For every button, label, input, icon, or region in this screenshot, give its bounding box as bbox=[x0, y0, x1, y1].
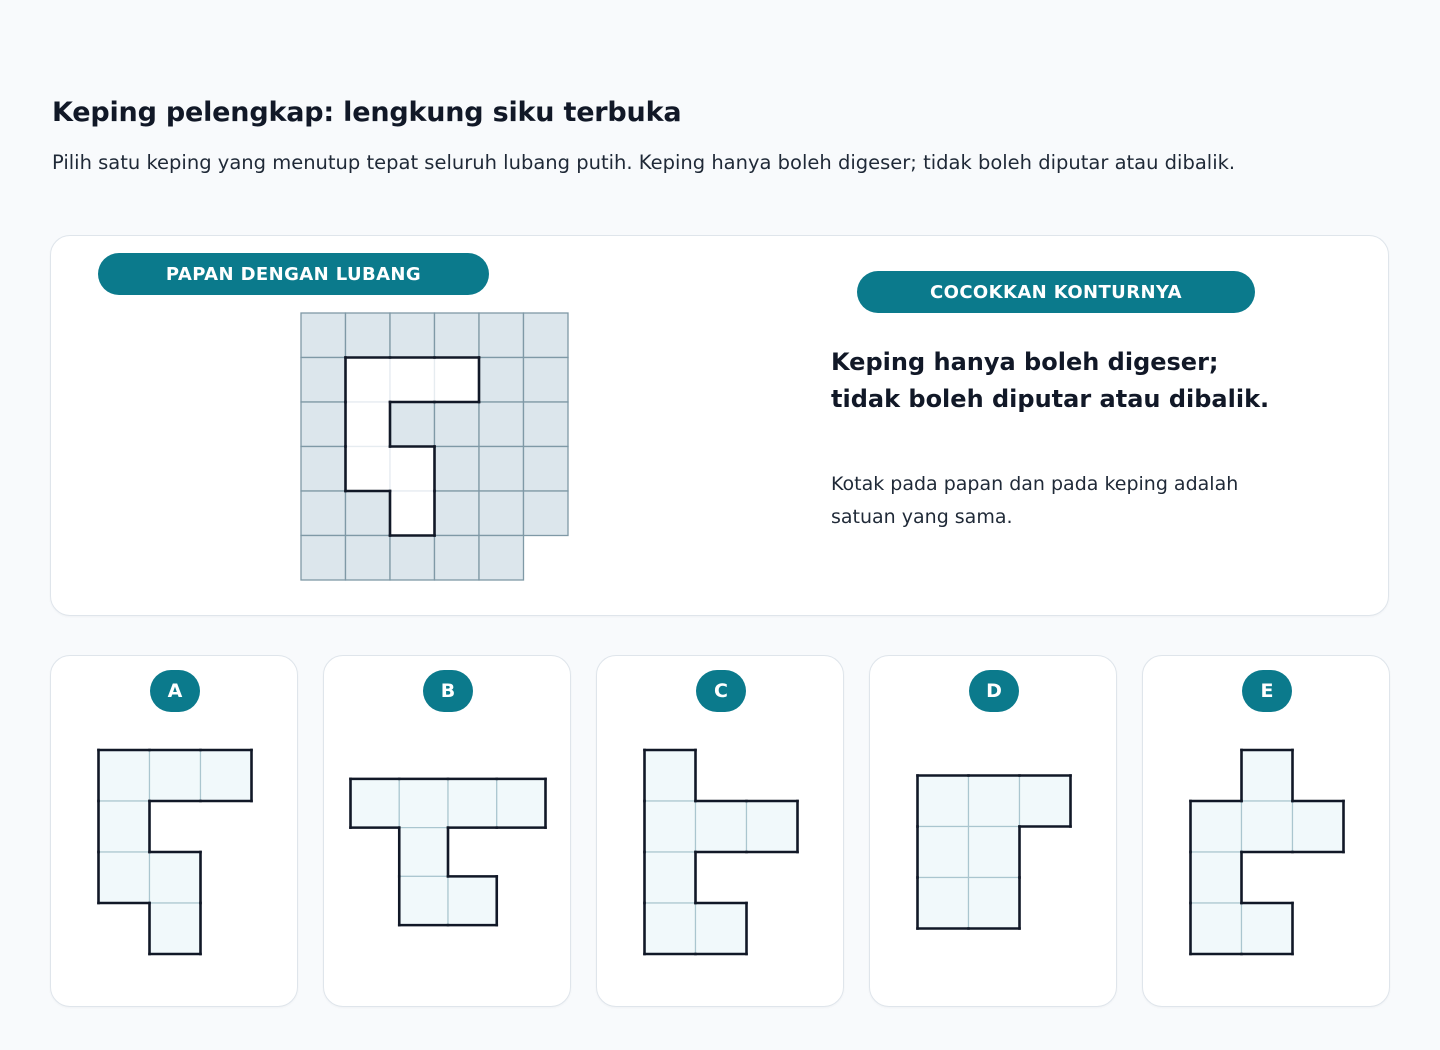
piece-cell bbox=[1242, 750, 1293, 801]
board-cell bbox=[435, 313, 480, 358]
board-cell bbox=[346, 491, 391, 536]
option-card-e[interactable] bbox=[1142, 655, 1390, 1007]
board-cell bbox=[301, 447, 346, 492]
option-card-a[interactable] bbox=[50, 655, 298, 1007]
board-cell bbox=[479, 358, 524, 403]
board-cell bbox=[524, 358, 569, 403]
piece-b bbox=[324, 656, 572, 1008]
piece-e bbox=[1143, 656, 1391, 1008]
board-cell bbox=[346, 536, 391, 581]
board-cell bbox=[524, 447, 569, 492]
hole-cell bbox=[346, 358, 391, 403]
board-cell bbox=[479, 491, 524, 536]
option-card-b[interactable] bbox=[323, 655, 571, 1007]
hole-cell bbox=[346, 447, 391, 492]
piece-cell bbox=[696, 801, 747, 852]
piece-cell bbox=[1191, 903, 1242, 954]
piece-cell bbox=[918, 878, 969, 929]
board-cell bbox=[524, 313, 569, 358]
board-cell bbox=[301, 358, 346, 403]
piece-cell bbox=[150, 852, 201, 903]
hole-cell bbox=[346, 402, 391, 447]
board-cell bbox=[479, 447, 524, 492]
board-cell bbox=[524, 402, 569, 447]
option-badge: B bbox=[423, 670, 473, 712]
piece-d bbox=[870, 656, 1118, 1008]
piece-cell bbox=[399, 828, 448, 877]
piece-cell bbox=[399, 876, 448, 925]
piece-cell bbox=[1191, 852, 1242, 903]
board-cell bbox=[479, 313, 524, 358]
board-cell bbox=[301, 491, 346, 536]
page-title: Keping pelengkap: lengkung siku terbuka bbox=[52, 97, 682, 128]
piece-cell bbox=[150, 903, 201, 954]
piece-cell bbox=[1242, 801, 1293, 852]
piece-cell bbox=[448, 876, 497, 925]
hole-cell bbox=[435, 358, 480, 403]
option-badge: E bbox=[1242, 670, 1292, 712]
board-cell bbox=[479, 536, 524, 581]
hole-cell bbox=[390, 358, 435, 403]
board-cell bbox=[301, 313, 346, 358]
option-badge: D bbox=[969, 670, 1019, 712]
board-label: PAPAN DENGAN LUBANG bbox=[98, 253, 489, 295]
piece-cell bbox=[645, 801, 696, 852]
board-cell bbox=[301, 402, 346, 447]
piece-cell bbox=[99, 801, 150, 852]
board-cell bbox=[524, 491, 569, 536]
board-cell bbox=[390, 536, 435, 581]
piece-cell bbox=[645, 750, 696, 801]
piece-cell bbox=[918, 776, 969, 827]
piece-cell bbox=[1293, 801, 1344, 852]
page-instructions: Pilih satu keping yang menutup tepat seluruh lubang putih. Keping hanya boleh digeser; tidak boleh diputar atau dibalik. bbox=[52, 151, 1236, 174]
piece-cell bbox=[696, 903, 747, 954]
piece-cell bbox=[99, 852, 150, 903]
board-with-hole bbox=[296, 308, 576, 588]
hole-cell bbox=[390, 447, 435, 492]
piece-cell bbox=[1020, 776, 1071, 827]
option-badge: C bbox=[696, 670, 746, 712]
board-cell bbox=[435, 491, 480, 536]
piece-cell bbox=[747, 801, 798, 852]
option-badge: A bbox=[150, 670, 200, 712]
hole-cell bbox=[390, 491, 435, 536]
piece-cell bbox=[150, 750, 201, 801]
piece-cell bbox=[99, 750, 150, 801]
piece-cell bbox=[918, 827, 969, 878]
rule-text: Keping hanya boleh digeser; tidak boleh diputar atau dibalik. bbox=[831, 348, 1270, 413]
piece-c bbox=[597, 656, 845, 1008]
piece-cell bbox=[969, 827, 1020, 878]
piece-cell bbox=[399, 779, 448, 828]
piece-cell bbox=[201, 750, 252, 801]
board-cell bbox=[301, 536, 346, 581]
board-cell bbox=[435, 402, 480, 447]
unit-note: Kotak pada papan dan pada keping adalah satuan yang sama. bbox=[831, 473, 1239, 528]
board-cell bbox=[479, 402, 524, 447]
piece-cell bbox=[969, 776, 1020, 827]
piece-cell bbox=[1242, 903, 1293, 954]
match-label: COCOKKAN KONTURNYA bbox=[857, 271, 1255, 313]
piece-cell bbox=[1191, 801, 1242, 852]
piece-a bbox=[51, 656, 299, 1008]
piece-cell bbox=[351, 779, 400, 828]
option-card-c[interactable] bbox=[596, 655, 844, 1007]
piece-cell bbox=[448, 779, 497, 828]
option-card-d[interactable] bbox=[869, 655, 1117, 1007]
board-cell bbox=[390, 402, 435, 447]
piece-cell bbox=[969, 878, 1020, 929]
board-cell bbox=[435, 447, 480, 492]
board-cell bbox=[390, 313, 435, 358]
piece-cell bbox=[645, 903, 696, 954]
piece-cell bbox=[645, 852, 696, 903]
board-cell bbox=[346, 313, 391, 358]
board-cell bbox=[435, 536, 480, 581]
piece-cell bbox=[497, 779, 546, 828]
